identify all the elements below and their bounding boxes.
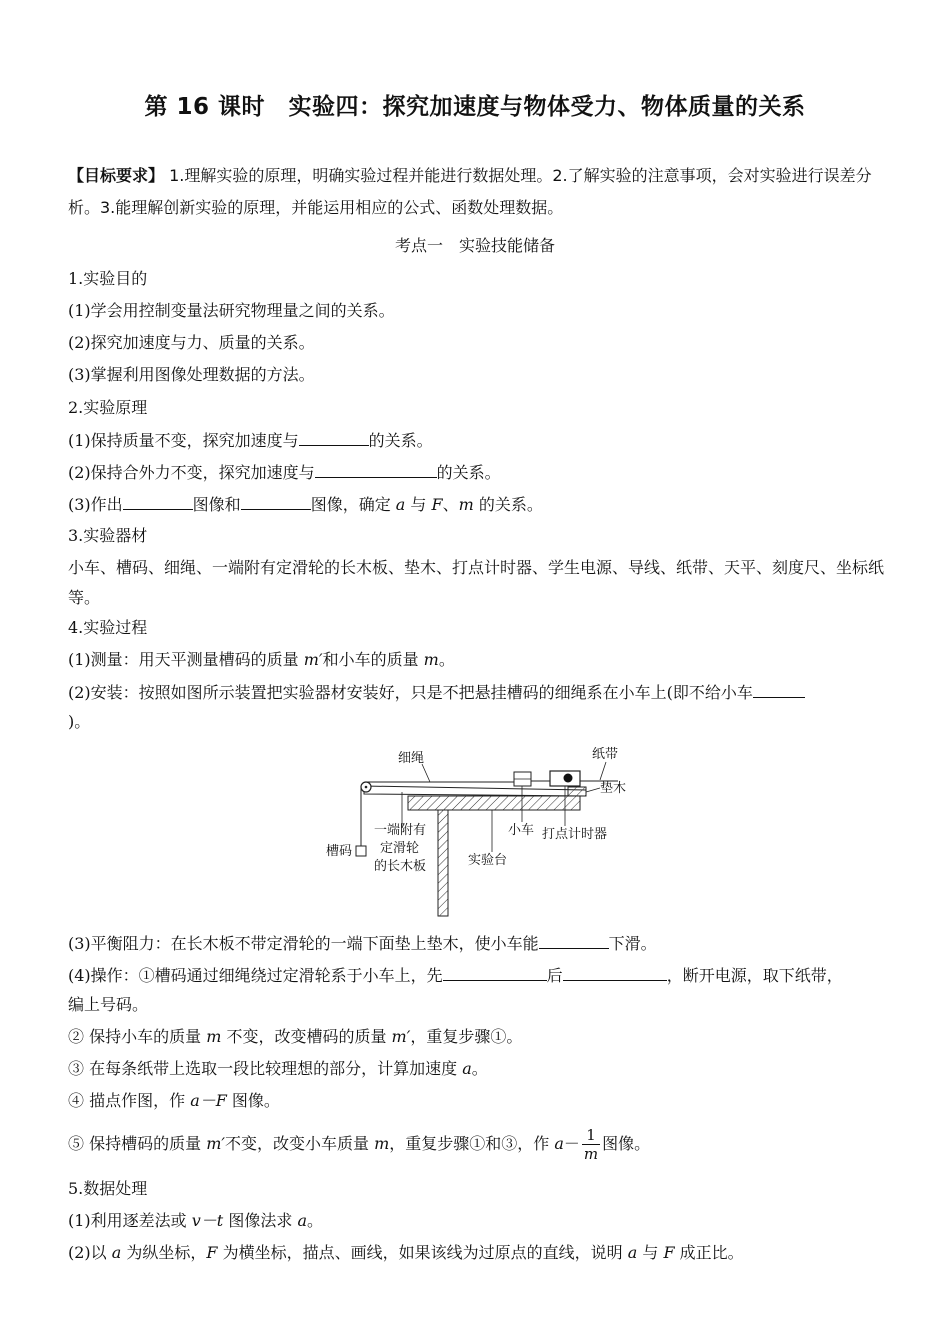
procedure-step-4 xyxy=(68,964,843,987)
principle-1-text-a: (1)保持质量不变，探究加速度与 xyxy=(68,431,299,450)
dp1-text-e: 。 xyxy=(306,1211,323,1230)
dp2-text-g: 与 xyxy=(637,1243,664,1262)
step1-text-c: 和小车的质量 xyxy=(322,650,424,669)
section-heading: 考点一 实验技能储备 xyxy=(394,236,555,255)
fill-blank-mass[interactable] xyxy=(315,461,437,478)
step1-text-a: (1)测量：用天平测量槽码的质量 xyxy=(68,650,304,669)
symbol-a: a xyxy=(627,1243,638,1262)
symbol-a: a xyxy=(297,1211,307,1230)
procedure-step-1 xyxy=(68,649,455,671)
label-rope: 细绳 xyxy=(398,751,425,766)
principle-item-1 xyxy=(68,429,433,452)
lab-table-leg xyxy=(438,810,448,916)
fill-blank-graph-2[interactable] xyxy=(241,493,311,510)
sub2-text-e: ，重复步骤①。 xyxy=(410,1027,523,1046)
fill-blank-force[interactable] xyxy=(299,429,369,446)
fill-blank-operation-2[interactable] xyxy=(563,964,667,981)
procedure-step-3 xyxy=(68,932,657,955)
label-table: 实验台 xyxy=(468,853,508,868)
procedure-heading: 4.实验过程 xyxy=(68,618,148,637)
sub5-text-c: 不变，改变小车质量 xyxy=(225,1134,375,1153)
sub4-text-c: 图像。 xyxy=(226,1091,280,1110)
fill-blank-install[interactable] xyxy=(753,681,805,698)
sub5-text-a: ⑤ 保持槽码的质量 xyxy=(68,1134,207,1153)
sub5-text-h: 图像。 xyxy=(602,1134,651,1153)
procedure-substep-2 xyxy=(68,1026,522,1048)
label-cart: 小车 xyxy=(508,823,535,838)
principle-item-2 xyxy=(68,461,501,484)
label-weight: 槽码 xyxy=(326,844,353,859)
equipment-heading: 3.实验器材 xyxy=(68,526,148,545)
hanging-weight xyxy=(356,846,366,856)
lab-table-top xyxy=(408,796,580,810)
principle-heading: 2.实验原理 xyxy=(68,398,148,417)
label-timer: 打点计时器 xyxy=(542,827,608,842)
symbol-F: F xyxy=(206,1243,218,1262)
goals-text: 1.理解实验的原理，明确实验过程并能进行数据处理。2.了解实验的注意事项，会对实验进行误差分析。3.能理解创新实验的原理，并能运用相应的公式、函数处理数据。 xyxy=(68,166,872,217)
pulley-axle xyxy=(365,786,368,789)
principle-3-text-e: 与 xyxy=(405,495,432,514)
principle-2-text-a: (2)保持合外力不变，探究加速度与 xyxy=(68,463,315,482)
principle-1-text-b: 的关系。 xyxy=(368,431,433,450)
fraction-denominator: m xyxy=(583,1145,599,1163)
step4-text-c: ，断开电源，取下纸带， xyxy=(666,966,843,985)
minus-sign: － xyxy=(563,1134,580,1153)
symbol-m-prime: m′ xyxy=(206,1134,225,1153)
leader-tape xyxy=(600,762,606,780)
learning-goals xyxy=(68,160,886,224)
fill-blank-graph-1[interactable] xyxy=(123,493,193,510)
purpose-item-1: (1)学会用控制变量法研究物理量之间的关系。 xyxy=(68,301,395,320)
purpose-item-3: (3)掌握利用图像处理数据的方法。 xyxy=(68,365,315,384)
label-board-3: 的长木板 xyxy=(374,859,427,874)
procedure-step-2 xyxy=(68,681,805,704)
label-board-1: 一端附有 xyxy=(374,823,427,838)
step4-text-b: 后 xyxy=(546,966,563,985)
equipment-list: 小车、槽码、细绳、一端附有定滑轮的长木板、垫木、打点计时器、学生电源、导线、纸带、天平、刻度尺、坐标纸等。 xyxy=(68,558,885,607)
fraction-one-over-m xyxy=(582,1126,600,1163)
dp2-text-e: 为横坐标，描点、画线，如果该线为过原点的直线，说明 xyxy=(217,1243,628,1262)
formula-a-F: a－F xyxy=(190,1091,227,1110)
dp2-text-c: 为纵坐标， xyxy=(121,1243,207,1262)
symbol-a: a xyxy=(395,495,406,514)
sub2-text-c: 不变，改变槽码的质量 xyxy=(221,1027,392,1046)
fraction-numerator: 1 xyxy=(582,1126,600,1145)
principle-3-text-g: 、 xyxy=(442,495,459,514)
pad-block xyxy=(568,787,586,796)
data-processing-heading: 5.数据处理 xyxy=(68,1179,148,1198)
label-board-2: 定滑轮 xyxy=(380,841,420,856)
symbol-F: F xyxy=(663,1243,675,1262)
purpose-item-2: (2)探究加速度与力、质量的关系。 xyxy=(68,333,315,352)
step1-text-e: 。 xyxy=(438,650,455,669)
dp2-text-a: (2)以 xyxy=(68,1243,112,1262)
dp2-text-i: 成正比。 xyxy=(674,1243,744,1262)
data-processing-item-1 xyxy=(68,1210,323,1232)
formula-v-t: v－t xyxy=(191,1211,224,1230)
apparatus-diagram xyxy=(318,740,640,922)
principle-3-text-c: 图像，确定 xyxy=(310,495,396,514)
symbol-m-prime: m′ xyxy=(303,650,323,669)
sub3-text-c: 。 xyxy=(471,1059,488,1078)
procedure-step-2-end: )。 xyxy=(68,712,91,731)
sub3-text-a: ③ 在每条纸带上选取一段比较理想的部分，计算加速度 xyxy=(68,1059,463,1078)
principle-3-text-i: 的关系。 xyxy=(473,495,543,514)
principle-3-text-a: (3)作出 xyxy=(68,495,123,514)
label-tape: 纸带 xyxy=(592,747,619,762)
principle-2-text-b: 的关系。 xyxy=(436,463,501,482)
sub4-text-a: ④ 描点作图，作 xyxy=(68,1091,191,1110)
principle-item-3 xyxy=(68,493,543,516)
symbol-a: a xyxy=(111,1243,122,1262)
goals-tag: 【目标要求】 xyxy=(68,166,165,185)
procedure-step-4-cont: 编上号码。 xyxy=(68,995,149,1014)
principle-3-text-b: 图像和 xyxy=(192,495,241,514)
leader-rope xyxy=(422,764,430,782)
symbol-m: m xyxy=(458,495,474,514)
symbol-a: a xyxy=(554,1134,564,1153)
procedure-substep-5 xyxy=(68,1124,650,1164)
leader-pad xyxy=(586,788,600,792)
symbol-F: F xyxy=(431,495,443,514)
purpose-heading: 1.实验目的 xyxy=(68,269,148,288)
label-pad: 垫木 xyxy=(600,781,627,796)
long-board xyxy=(364,786,586,796)
fill-blank-balance[interactable] xyxy=(539,932,609,949)
step3-text-b: 下滑。 xyxy=(608,934,657,953)
step3-text-a: (3)平衡阻力：在长木板不带定滑轮的一端下面垫上垫木，使小车能 xyxy=(68,934,539,953)
dp1-text-c: 图像法求 xyxy=(223,1211,298,1230)
sub2-text-a: ② 保持小车的质量 xyxy=(68,1027,207,1046)
symbol-m: m xyxy=(423,650,439,669)
symbol-m-prime: m′ xyxy=(391,1027,411,1046)
symbol-m: m xyxy=(206,1027,222,1046)
fill-blank-operation-1[interactable] xyxy=(443,964,547,981)
symbol-m: m xyxy=(374,1134,390,1153)
step2-text-a: (2)安装：按照如图所示装置把实验器材安装好，只是不把悬挂槽码的细绳系在小车上(即不给小车 xyxy=(68,683,753,702)
sub5-text-e: ，重复步骤①和③，作 xyxy=(389,1134,555,1153)
data-processing-item-2 xyxy=(68,1242,744,1264)
page-title: 第 16 课时 实验四：探究加速度与物体受力、物体质量的关系 xyxy=(144,94,806,120)
dp1-text-a: (1)利用逐差法或 xyxy=(68,1211,192,1230)
symbol-a: a xyxy=(462,1059,472,1078)
step4-text-a: (4)操作：①槽码通过细绳绕过定滑轮系于小车上，先 xyxy=(68,966,443,985)
procedure-substep-3 xyxy=(68,1058,488,1080)
procedure-substep-4 xyxy=(68,1090,280,1112)
ticker-timer-dot xyxy=(564,774,573,783)
